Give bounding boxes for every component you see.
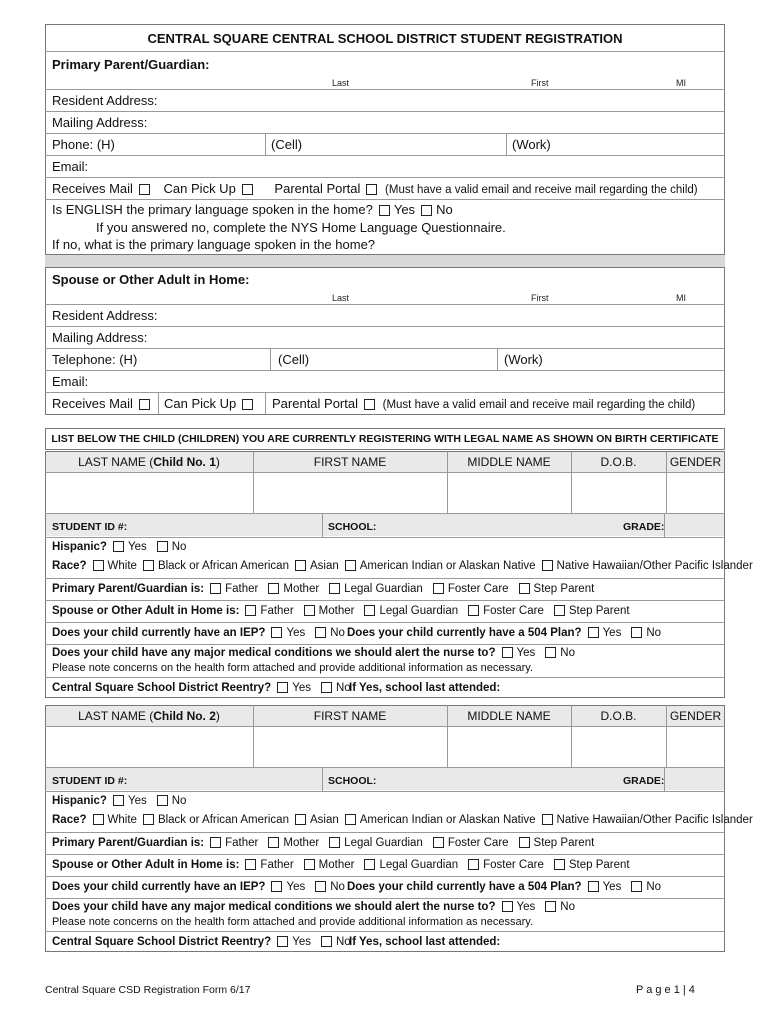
child-1-primary-step-parent-checkbox[interactable] bbox=[519, 583, 530, 594]
child-2-primary-mother-checkbox[interactable] bbox=[268, 837, 279, 848]
child-2-reentry-yes-checkbox[interactable] bbox=[277, 936, 288, 947]
child-2-spouse-foster-care-checkbox[interactable] bbox=[468, 859, 479, 870]
child-2-iep-yes-label: Yes bbox=[286, 881, 306, 893]
child-1-primary-foster-care-label: Foster Care bbox=[447, 583, 509, 595]
child-1-last-name-header: LAST NAME (Child No. 1) bbox=[78, 455, 220, 469]
primary-phone-work-label: (Work) bbox=[512, 137, 551, 152]
child-2-dob-field[interactable] bbox=[572, 727, 665, 766]
child-1-spouse-relationship-row bbox=[52, 605, 630, 617]
child-1-hispanic-row bbox=[52, 541, 186, 553]
child-1-race-white-checkbox[interactable] bbox=[93, 560, 104, 571]
child-1-number: Child No. 1 bbox=[153, 455, 216, 469]
section-divider-bar bbox=[45, 254, 725, 268]
spouse-parental-portal-checkbox[interactable] bbox=[364, 399, 375, 410]
child-2-spouse-relationship-row bbox=[52, 859, 630, 871]
child-2-spouse-is-label: Spouse or Other Adult in Home is: bbox=[52, 859, 240, 871]
child-1-middle-name-header: MIDDLE NAME bbox=[467, 455, 551, 469]
spouse-phone-work-label: (Work) bbox=[504, 352, 543, 367]
child-2-reentry-yes-label: Yes bbox=[292, 936, 311, 948]
child-1-primary-foster-care-checkbox[interactable] bbox=[433, 583, 444, 594]
child-1-spouse-mother-label: Mother bbox=[318, 605, 355, 617]
spouse-parental-portal bbox=[272, 396, 695, 411]
parental-portal-checkbox[interactable] bbox=[366, 184, 377, 195]
child-1-race-hawaiian-label: Native Hawaiian/Other Pacific Islander bbox=[556, 560, 753, 572]
child-1-hispanic-yes-label: Yes bbox=[127, 541, 147, 553]
child-1-reentry-no-checkbox[interactable] bbox=[321, 682, 332, 693]
child-2-number: Child No. 2 bbox=[153, 709, 216, 723]
child-2-iep-no-label: No bbox=[330, 881, 345, 893]
child-1-primary-legal-guardian-label: Legal Guardian bbox=[344, 583, 423, 595]
child-1-first-name-header: FIRST NAME bbox=[313, 455, 387, 469]
child-1-spouse-legal-guardian-label: Legal Guardian bbox=[379, 605, 459, 617]
child-2-primary-step-parent-checkbox[interactable] bbox=[519, 837, 530, 848]
child-1-last-attended-label: If Yes, school last attended: bbox=[349, 682, 501, 694]
child-2-first-name-field[interactable] bbox=[254, 727, 446, 766]
spouse-receives-mail-checkbox[interactable] bbox=[139, 399, 150, 410]
spouse-can-pick-up bbox=[164, 396, 257, 411]
child-1-primary-mother-checkbox[interactable] bbox=[268, 583, 279, 594]
child-1-medical-label: Does your child have any major medical conditions we should alert the nurse to? bbox=[52, 647, 496, 659]
child-1-primary-mother-label: Mother bbox=[283, 583, 320, 595]
child-2-race-hawaiian-label: Native Hawaiian/Other Pacific Islander bbox=[556, 814, 753, 826]
child-2-spouse-mother-checkbox[interactable] bbox=[304, 859, 315, 870]
nys-questionnaire-note: If you answered no, complete the NYS Home Language Questionnaire. bbox=[96, 220, 506, 235]
spouse-email-label: Email: bbox=[52, 374, 89, 389]
child-1-504-yes-checkbox[interactable] bbox=[588, 627, 599, 638]
child-1-middle-name-field[interactable] bbox=[448, 473, 570, 512]
child-2-gender-field[interactable] bbox=[667, 727, 724, 766]
child-2-iep-yes-checkbox[interactable] bbox=[271, 881, 282, 892]
child-1-spouse-step-parent-label: Step Parent bbox=[568, 605, 630, 617]
child-2-hispanic-label: Hispanic? bbox=[52, 795, 107, 807]
can-pick-up-checkbox[interactable] bbox=[242, 184, 253, 195]
child-2-primary-father-checkbox[interactable] bbox=[210, 837, 221, 848]
primary-first-label: First bbox=[531, 78, 549, 88]
primary-mi-label: MI bbox=[676, 78, 686, 88]
child-2-spouse-step-parent-checkbox[interactable] bbox=[554, 859, 565, 870]
child-2-medical-label: Does your child have any major medical conditions we should alert the nurse to? bbox=[52, 901, 496, 913]
primary-email-label: Email: bbox=[52, 159, 89, 174]
child-2-medical-no-checkbox[interactable] bbox=[545, 901, 556, 912]
child-1-iep-yes-label: Yes bbox=[286, 627, 306, 639]
spouse-can-pick-up-checkbox[interactable] bbox=[242, 399, 253, 410]
receives-mail-checkbox[interactable] bbox=[139, 184, 150, 195]
child-2-race-hawaiian-checkbox[interactable] bbox=[542, 814, 553, 825]
english-yes-checkbox[interactable] bbox=[379, 205, 390, 216]
child-2-504-no-checkbox[interactable] bbox=[631, 881, 642, 892]
child-2-last-name-field[interactable] bbox=[46, 727, 252, 766]
footer-form-id: Central Square CSD Registration Form 6/17 bbox=[45, 984, 251, 996]
child-2-504-yes-checkbox[interactable] bbox=[588, 881, 599, 892]
child-1-primary-is-label: Primary Parent/Guardian is: bbox=[52, 583, 205, 595]
child-1-medical-yes-label: Yes bbox=[516, 647, 536, 659]
child-2-race-asian-checkbox[interactable] bbox=[295, 814, 306, 825]
child-2-school-label: SCHOOL: bbox=[328, 775, 377, 787]
child-1-race-asian-label: Asian bbox=[309, 560, 339, 572]
primary-mailing-label: Mailing Address: bbox=[52, 115, 148, 130]
child-1-primary-father-label: Father bbox=[225, 583, 259, 595]
child-2-reentry-no-checkbox[interactable] bbox=[321, 936, 332, 947]
child-2-medical-no-label: No bbox=[560, 901, 575, 913]
spouse-mi-label: MI bbox=[676, 293, 686, 303]
primary-contact-options bbox=[52, 181, 698, 196]
child-2-spouse-father-label: Father bbox=[260, 859, 294, 871]
english-no-checkbox[interactable] bbox=[421, 205, 432, 216]
child-1-504-no-label: No bbox=[646, 627, 662, 639]
spouse-mailing-label: Mailing Address: bbox=[52, 330, 148, 345]
child-1-iep-no-label: No bbox=[330, 627, 345, 639]
child-2-iep-label: Does your child currently have an IEP? bbox=[52, 881, 266, 893]
child-2-middle-name-header: MIDDLE NAME bbox=[467, 709, 551, 723]
spouse-receives-mail-label: Receives Mail bbox=[52, 396, 133, 411]
child-1-first-name-field[interactable] bbox=[254, 473, 446, 512]
child-1-race-asian-checkbox[interactable] bbox=[295, 560, 306, 571]
receives-mail-label: Receives Mail bbox=[52, 181, 133, 196]
child-2-iep-row bbox=[52, 881, 345, 893]
child-2-primary-is-label: Primary Parent/Guardian is: bbox=[52, 837, 205, 849]
child-2-primary-legal-guardian-checkbox[interactable] bbox=[329, 837, 340, 848]
child-1-race-row bbox=[52, 560, 753, 572]
child-1-spouse-father-checkbox[interactable] bbox=[245, 605, 256, 616]
child-1-iep-yes-checkbox[interactable] bbox=[271, 627, 282, 638]
child-2-race-white-checkbox[interactable] bbox=[93, 814, 104, 825]
child-1-reentry-no-label: No bbox=[335, 682, 351, 694]
child-1-race-white-label: White bbox=[107, 560, 137, 572]
child-2-race-label: Race? bbox=[52, 814, 87, 826]
spouse-can-pick-up-label: Can Pick Up bbox=[164, 396, 237, 411]
child-1-spouse-is-label: Spouse or Other Adult in Home is: bbox=[52, 605, 240, 617]
child-1-spouse-foster-care-checkbox[interactable] bbox=[468, 605, 479, 616]
child-2-reentry-row bbox=[52, 936, 351, 948]
child-1-race-american-indian-checkbox[interactable] bbox=[345, 560, 356, 571]
child-2-504-row bbox=[347, 881, 661, 893]
child-2-reentry-label: Central Square School District Reentry? bbox=[52, 936, 272, 948]
child-1-race-black-checkbox[interactable] bbox=[143, 560, 154, 571]
spouse-portal-note: (Must have a valid email and receive mail regarding the child) bbox=[382, 399, 696, 411]
child-2-race-row bbox=[52, 814, 753, 826]
child-2-primary-father-label: Father bbox=[225, 837, 259, 849]
child-1-reentry-yes-label: Yes bbox=[292, 682, 311, 694]
spouse-phone-cell-label: (Cell) bbox=[278, 352, 310, 367]
child-1-medical-yes-checkbox[interactable] bbox=[502, 647, 513, 658]
child-1-504-no-checkbox[interactable] bbox=[631, 627, 642, 638]
primary-phone-home-label: Phone: (H) bbox=[52, 137, 115, 152]
child-2-reentry-no-label: No bbox=[335, 936, 351, 948]
child-1-dob-header: D.O.B. bbox=[600, 455, 637, 469]
child-2-spouse-legal-guardian-checkbox[interactable] bbox=[364, 859, 375, 870]
portal-note: (Must have a valid email and receive mail regarding the child) bbox=[385, 184, 698, 196]
spouse-phone-home-label: Telephone: (H) bbox=[52, 352, 138, 367]
child-1-spouse-step-parent-checkbox[interactable] bbox=[554, 605, 565, 616]
child-2-dob-header: D.O.B. bbox=[600, 709, 637, 723]
child-2-race-american-indian-checkbox[interactable] bbox=[345, 814, 356, 825]
child-2-race-black-label: Black or African American bbox=[157, 814, 289, 826]
child-2-race-american-indian-label: American Indian or Alaskan Native bbox=[359, 814, 536, 826]
child-2-hispanic-yes-label: Yes bbox=[127, 795, 147, 807]
child-2-primary-step-parent-label: Step Parent bbox=[533, 837, 595, 849]
child-2-spouse-father-checkbox[interactable] bbox=[245, 859, 256, 870]
child-1-hispanic-yes-checkbox[interactable] bbox=[113, 541, 124, 552]
child-2-medical-yes-label: Yes bbox=[516, 901, 536, 913]
child-1-hispanic-label: Hispanic? bbox=[52, 541, 107, 553]
child-1-primary-relationship-row bbox=[52, 583, 594, 595]
child-1-gender-field[interactable] bbox=[667, 473, 724, 512]
spouse-last-label: Last bbox=[332, 293, 350, 303]
child-1-dob-field[interactable] bbox=[572, 473, 665, 512]
child-2-gender-header: GENDER bbox=[669, 709, 722, 723]
child-2-student-id-label: STUDENT ID #: bbox=[52, 775, 128, 787]
child-2-last-name-header: LAST NAME (Child No. 2) bbox=[78, 709, 220, 723]
can-pick-up-label: Can Pick Up bbox=[163, 181, 236, 196]
parental-portal-label: Parental Portal bbox=[274, 181, 361, 196]
child-2-last-name-prefix: LAST NAME ( bbox=[78, 709, 154, 723]
child-2-504-yes-label: Yes bbox=[602, 881, 622, 893]
child-1-reentry-yes-checkbox[interactable] bbox=[277, 682, 288, 693]
child-1-spouse-legal-guardian-checkbox[interactable] bbox=[364, 605, 375, 616]
form-title: CENTRAL SQUARE CENTRAL SCHOOL DISTRICT STUDENT REGISTRATION bbox=[147, 31, 623, 46]
child-2-primary-legal-guardian-label: Legal Guardian bbox=[344, 837, 423, 849]
child-1-school-label: SCHOOL: bbox=[328, 521, 377, 533]
primary-phone-cell-label: (Cell) bbox=[271, 137, 303, 152]
child-1-primary-legal-guardian-checkbox[interactable] bbox=[329, 583, 340, 594]
english-no-label: No bbox=[436, 202, 453, 217]
child-1-race-label: Race? bbox=[52, 560, 87, 572]
child-2-spouse-legal-guardian-label: Legal Guardian bbox=[379, 859, 459, 871]
child-1-race-hawaiian-checkbox[interactable] bbox=[542, 560, 553, 571]
primary-language-question: If no, what is the primary language spoken in the home? bbox=[52, 237, 376, 252]
child-2-middle-name-field[interactable] bbox=[448, 727, 570, 766]
english-question bbox=[52, 202, 453, 217]
child-1-iep-no-checkbox[interactable] bbox=[315, 627, 326, 638]
children-heading: LIST BELOW THE CHILD (CHILDREN) YOU ARE CURRENTLY REGISTERING WITH LEGAL NAME AS SHOWN ON BIRTH CERTIFICATE bbox=[51, 433, 719, 445]
child-2-race-asian-label: Asian bbox=[309, 814, 339, 826]
child-2-spouse-foster-care-label: Foster Care bbox=[483, 859, 544, 871]
child-1-primary-step-parent-label: Step Parent bbox=[533, 583, 595, 595]
child-1-reentry-row bbox=[52, 682, 351, 694]
child-2-first-name-header: FIRST NAME bbox=[313, 709, 387, 723]
english-question-label: Is ENGLISH the primary language spoken in the home? bbox=[52, 202, 373, 217]
child-2-primary-relationship-row bbox=[52, 837, 594, 849]
child-1-gender-header: GENDER bbox=[669, 455, 722, 469]
child-1-student-id-label: STUDENT ID #: bbox=[52, 521, 128, 533]
child-1-spouse-father-label: Father bbox=[260, 605, 294, 617]
child-2-primary-foster-care-label: Foster Care bbox=[447, 837, 509, 849]
child-1-medical-no-label: No bbox=[560, 647, 575, 659]
child-1-race-black-label: Black or African American bbox=[157, 560, 289, 572]
child-1-primary-father-checkbox[interactable] bbox=[210, 583, 221, 594]
child-1-spouse-mother-checkbox[interactable] bbox=[304, 605, 315, 616]
child-2-race-white-label: White bbox=[107, 814, 137, 826]
child-1-hispanic-no-label: No bbox=[171, 541, 187, 553]
child-1-spouse-foster-care-label: Foster Care bbox=[483, 605, 544, 617]
child-1-reentry-label: Central Square School District Reentry? bbox=[52, 682, 272, 694]
child-2-primary-foster-care-checkbox[interactable] bbox=[433, 837, 444, 848]
child-1-medical-no-checkbox[interactable] bbox=[545, 647, 556, 658]
child-2-hispanic-row bbox=[52, 795, 186, 807]
child-2-grade-label: GRADE: bbox=[623, 775, 665, 787]
child-2-primary-mother-label: Mother bbox=[283, 837, 320, 849]
child-1-race-american-indian-label: American Indian or Alaskan Native bbox=[359, 560, 536, 572]
spouse-resident-label: Resident Address: bbox=[52, 308, 158, 323]
spouse-parental-portal-label: Parental Portal bbox=[272, 396, 358, 411]
primary-resident-label: Resident Address: bbox=[52, 93, 158, 108]
child-1-hispanic-no-checkbox[interactable] bbox=[157, 541, 168, 552]
primary-heading: Primary Parent/Guardian: bbox=[52, 57, 210, 72]
child-1-grade-label: GRADE: bbox=[623, 521, 665, 533]
child-1-504-label: Does your child currently have a 504 Plan? bbox=[347, 627, 582, 639]
child-2-504-no-label: No bbox=[646, 881, 662, 893]
child-2-hispanic-no-label: No bbox=[171, 795, 187, 807]
child-2-spouse-step-parent-label: Step Parent bbox=[568, 859, 630, 871]
child-2-race-black-checkbox[interactable] bbox=[143, 814, 154, 825]
child-2-iep-no-checkbox[interactable] bbox=[315, 881, 326, 892]
child-1-last-name-field[interactable] bbox=[46, 473, 252, 512]
child-2-hispanic-yes-checkbox[interactable] bbox=[113, 795, 124, 806]
child-1-504-row bbox=[347, 627, 661, 639]
footer-page-number: P a g e 1 | 4 bbox=[636, 984, 695, 996]
child-2-medical-yes-checkbox[interactable] bbox=[502, 901, 513, 912]
child-1-iep-label: Does your child currently have an IEP? bbox=[52, 627, 266, 639]
child-1-medical-row bbox=[52, 647, 575, 659]
child-2-504-label: Does your child currently have a 504 Plan? bbox=[347, 881, 582, 893]
child-1-504-yes-label: Yes bbox=[602, 627, 622, 639]
spouse-first-label: First bbox=[531, 293, 549, 303]
child-2-spouse-mother-label: Mother bbox=[318, 859, 355, 871]
child-2-medical-row bbox=[52, 901, 575, 913]
child-2-health-note: Please note concerns on the health form attached and provide additional information as necessary. bbox=[52, 916, 534, 928]
child-2-hispanic-no-checkbox[interactable] bbox=[157, 795, 168, 806]
spouse-heading: Spouse or Other Adult in Home: bbox=[52, 272, 250, 287]
spouse-receives-mail bbox=[52, 396, 154, 411]
english-yes-label: Yes bbox=[393, 202, 416, 217]
primary-last-label: Last bbox=[332, 78, 350, 88]
child-1-iep-row bbox=[52, 627, 345, 639]
child-1-health-note: Please note concerns on the health form attached and provide additional information as necessary. bbox=[52, 662, 534, 674]
child-2-last-attended-label: If Yes, school last attended: bbox=[349, 936, 501, 948]
child-1-last-name-prefix: LAST NAME ( bbox=[78, 455, 154, 469]
